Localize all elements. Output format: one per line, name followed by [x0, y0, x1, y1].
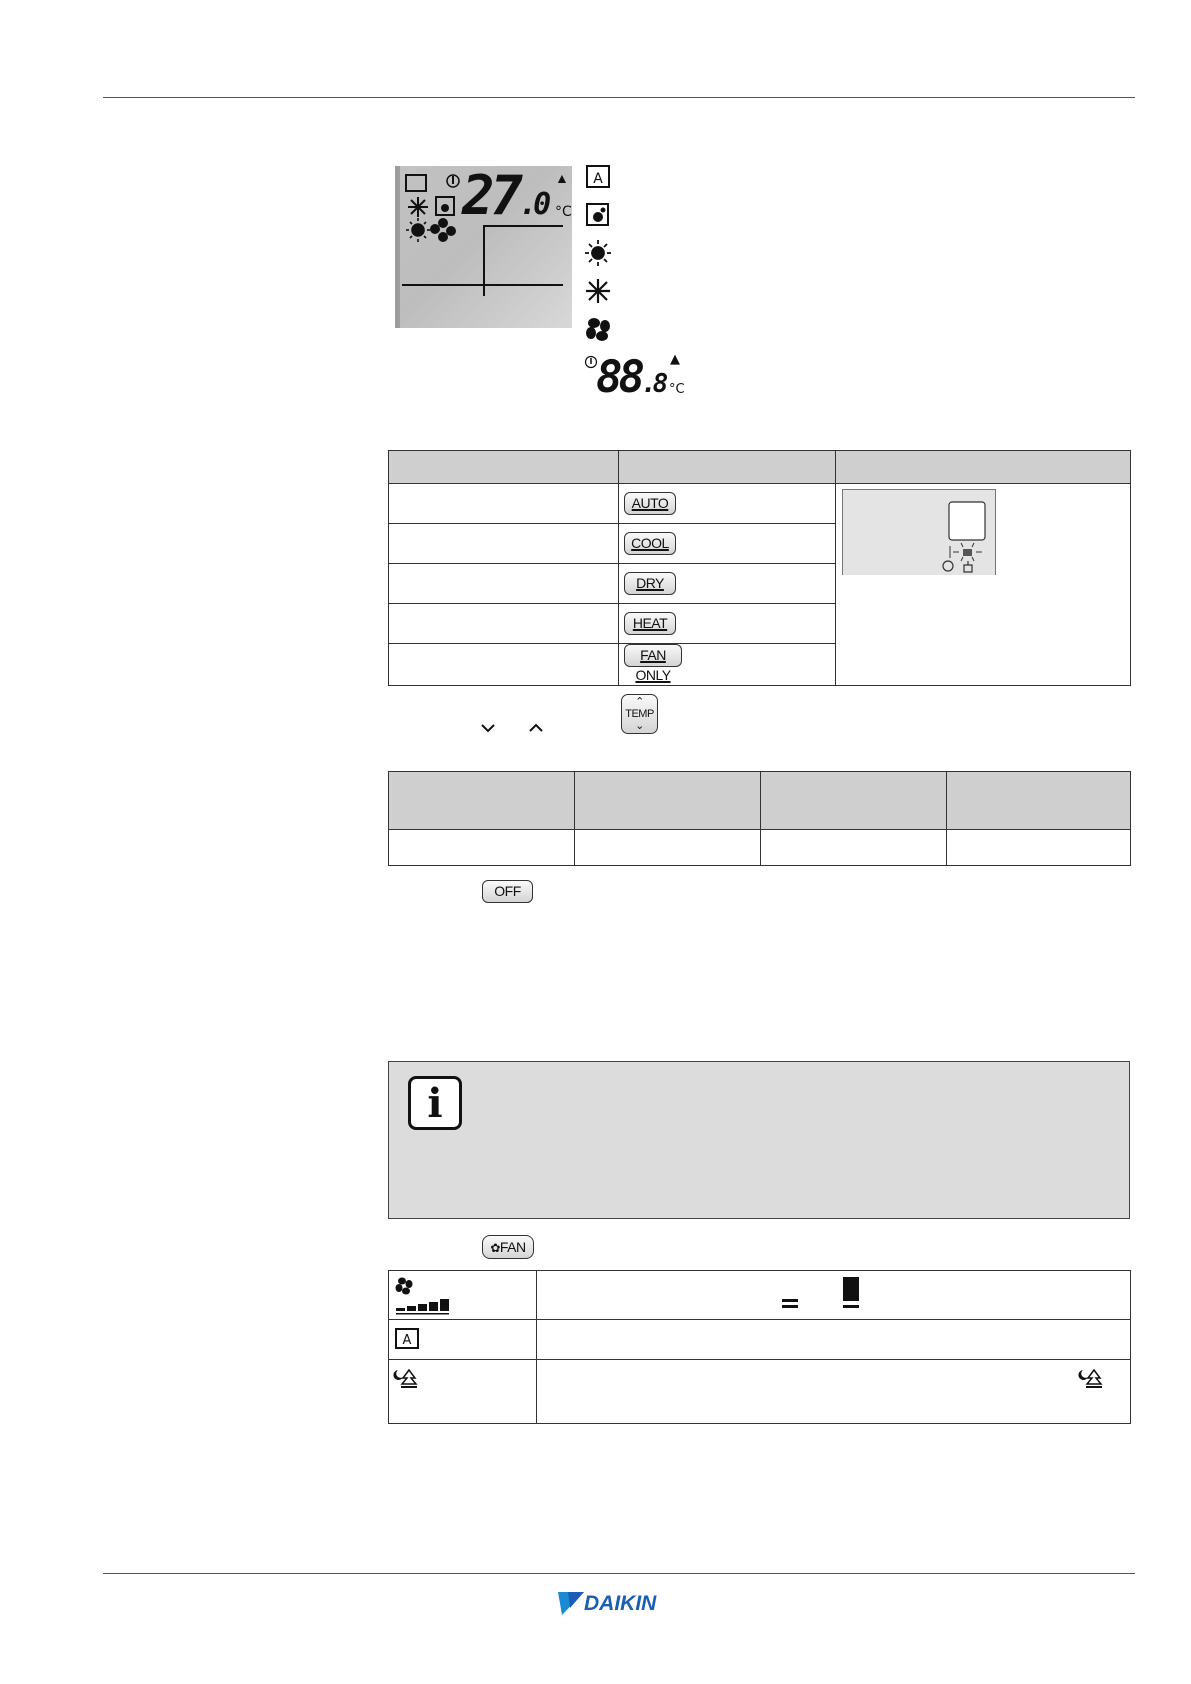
- auto-mode-icon: [584, 163, 612, 191]
- table-row: [389, 830, 1131, 866]
- header-cell: [619, 451, 836, 484]
- lcd-triangle-indicator: ▲: [555, 170, 569, 186]
- daikin-logo-mark-icon: [558, 1590, 586, 1616]
- fan-mode-icon: [584, 315, 612, 343]
- temp-up-arrow-icon: ⌃: [635, 696, 644, 708]
- remote-lcd-display: [395, 166, 572, 328]
- mode-button-cell: [619, 564, 836, 604]
- info-note: [388, 1061, 1130, 1219]
- off-button[interactable]: OFF: [482, 880, 533, 903]
- info-icon: i: [408, 1076, 462, 1130]
- dry-mode-icon: [584, 201, 612, 229]
- low-level-bar-icon: [782, 1299, 798, 1311]
- header-rule: [103, 97, 1135, 98]
- quiet-mode-inline-icon: [1078, 1366, 1104, 1390]
- chevron-up-icon: [528, 722, 544, 734]
- auto-fan-icon: [393, 1326, 423, 1352]
- panel-graphic: [843, 490, 997, 576]
- lcd-fan-icon: [430, 218, 456, 242]
- lcd-segment-lines: [402, 226, 563, 296]
- lcd-unit: °C: [555, 204, 572, 220]
- mode-button-cell: [619, 604, 836, 644]
- header-cell: [761, 772, 947, 830]
- table-cell: [389, 830, 575, 866]
- cool-button[interactable]: COOL: [624, 532, 676, 555]
- table-row: [389, 1360, 1131, 1424]
- heat-button[interactable]: HEAT: [624, 612, 676, 635]
- lcd-temperature: 27.0: [462, 166, 548, 227]
- mode-name-cell: [389, 604, 619, 644]
- mode-name-cell: [389, 564, 619, 604]
- quiet-fan-description-cell: [537, 1360, 1131, 1424]
- temperature-triangle-indicator: ▲: [670, 352, 680, 367]
- fan-speed-levels-icon: [395, 1275, 455, 1315]
- fan-speed-table: [388, 1270, 1131, 1424]
- table-cell: [947, 830, 1131, 866]
- mode-table-header: [389, 451, 1131, 484]
- fan-small-icon: ✿: [490, 1241, 500, 1255]
- mode-table: [388, 450, 1131, 686]
- chevron-down-icon: [480, 722, 496, 734]
- timer-lamp-icon: [943, 561, 953, 571]
- auto-button[interactable]: AUTO: [624, 492, 676, 515]
- power-lamp-icon: [964, 561, 972, 572]
- quiet-mode-icon: [393, 1366, 419, 1390]
- temperature-range-table: [388, 771, 1131, 866]
- mode-button-cell: [619, 524, 836, 564]
- auto-fan-icon-cell: [389, 1320, 537, 1360]
- lcd-heat-icon: [406, 218, 430, 242]
- heat-mode-icon: [584, 239, 612, 267]
- table-cell: [575, 830, 761, 866]
- temperature-display-digits: 88.8: [596, 352, 665, 403]
- footer-rule: [103, 1573, 1135, 1574]
- mode-button-cell: [619, 644, 836, 686]
- lcd-auto-icon: [406, 175, 426, 191]
- header-cell: [389, 772, 575, 830]
- lcd-cool-icon: [408, 197, 428, 217]
- daikin-wordmark: DAIKIN: [584, 1592, 657, 1615]
- table-cell: [761, 830, 947, 866]
- mode-name-cell: [389, 484, 619, 524]
- table-row: [389, 484, 1131, 524]
- mode-name-cell: [389, 524, 619, 564]
- auto-fan-description-cell: [537, 1320, 1131, 1360]
- mode-button-cell: [619, 484, 836, 524]
- fan-button[interactable]: [482, 1235, 534, 1259]
- fan-button-label: FAN: [499, 1239, 526, 1255]
- fan-speed-icon-cell: [389, 1271, 537, 1320]
- temp-button-label: TEMP: [625, 708, 654, 720]
- dry-button[interactable]: DRY: [624, 572, 676, 595]
- svg-text:A: A: [593, 171, 603, 187]
- svg-text:A: A: [402, 1333, 412, 1348]
- fan-speed-description-cell: [537, 1271, 1131, 1320]
- temp-down-arrow-icon: ⌄: [635, 720, 644, 732]
- header-cell: [836, 451, 1131, 484]
- quiet-fan-icon-cell: [389, 1360, 537, 1424]
- fan-only-button[interactable]: FAN ONLY: [624, 644, 682, 667]
- temperature-unit: °C: [669, 382, 685, 397]
- cool-mode-icon: [584, 277, 612, 305]
- indoor-unit-panel: [842, 489, 996, 575]
- lcd-thermometer-icon: [447, 175, 459, 187]
- lcd-dry-icon: [436, 197, 454, 215]
- table-header-row: [389, 772, 1131, 830]
- mode-name-cell: [389, 644, 619, 686]
- header-cell: [575, 772, 761, 830]
- header-cell: [947, 772, 1131, 830]
- temp-button[interactable]: [621, 694, 658, 734]
- table-row: [389, 1320, 1131, 1360]
- high-level-bar-icon: [842, 1277, 862, 1309]
- table-row: [389, 1271, 1131, 1320]
- header-cell: [389, 451, 619, 484]
